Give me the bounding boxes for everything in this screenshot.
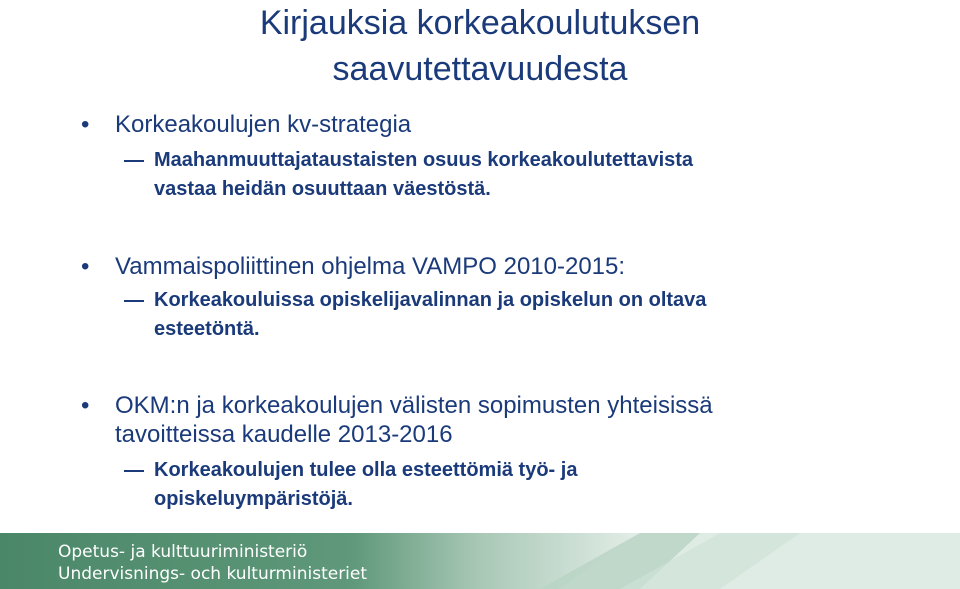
sub-bullet-line: Korkeakouluissa opiskelijavalinnan ja opiskelun on oltava	[154, 289, 707, 311]
dash-icon	[124, 300, 144, 302]
bullet-icon: •	[81, 111, 90, 138]
bullet-text	[115, 391, 935, 449]
bullet-icon: •	[81, 392, 90, 419]
dash-icon	[124, 470, 144, 472]
ministry-name-swedish: Undervisnings- och kulturministeriet	[58, 564, 368, 584]
sub-bullet-line: Korkeakoulujen tulee olla esteettömiä työ- ja	[154, 459, 578, 481]
sub-bullet-text	[154, 146, 934, 204]
sub-bullet-line: Maahanmuuttajataustaisten osuus korkeakoulutettavista	[154, 149, 694, 171]
ministry-name-finnish: Opetus- ja kulttuuriministeriö	[58, 542, 308, 562]
sub-bullet-text	[154, 286, 934, 344]
bullet-text-line: Korkeakoulujen kv-strategia	[115, 111, 412, 138]
slide-title-line-1: Kirjauksia korkeakoulutuksen	[259, 4, 701, 42]
bullet-icon: •	[81, 253, 90, 280]
slide-title	[160, 0, 800, 92]
sub-bullet-line: esteetöntä.	[154, 318, 260, 340]
bullet-text	[115, 252, 935, 281]
bullet-text-line: tavoitteissa kaudelle 2013-2016	[115, 421, 453, 448]
sub-bullet-line: opiskeluympäristöjä.	[154, 488, 353, 510]
slide-title-line-2: saavutettavuudesta	[332, 50, 628, 88]
dash-icon	[124, 160, 144, 162]
sub-bullet-line: vastaa heidän osuuttaan väestöstä.	[154, 178, 491, 200]
footer-banner	[0, 533, 960, 589]
bullet-text-line: OKM:n ja korkeakoulujen välisten sopimusten yhteisissä	[115, 392, 713, 419]
bullet-text	[115, 110, 935, 139]
sub-bullet-text	[154, 456, 934, 514]
bullet-text-line: Vammaispoliittinen ohjelma VAMPO 2010-2015:	[115, 253, 626, 280]
